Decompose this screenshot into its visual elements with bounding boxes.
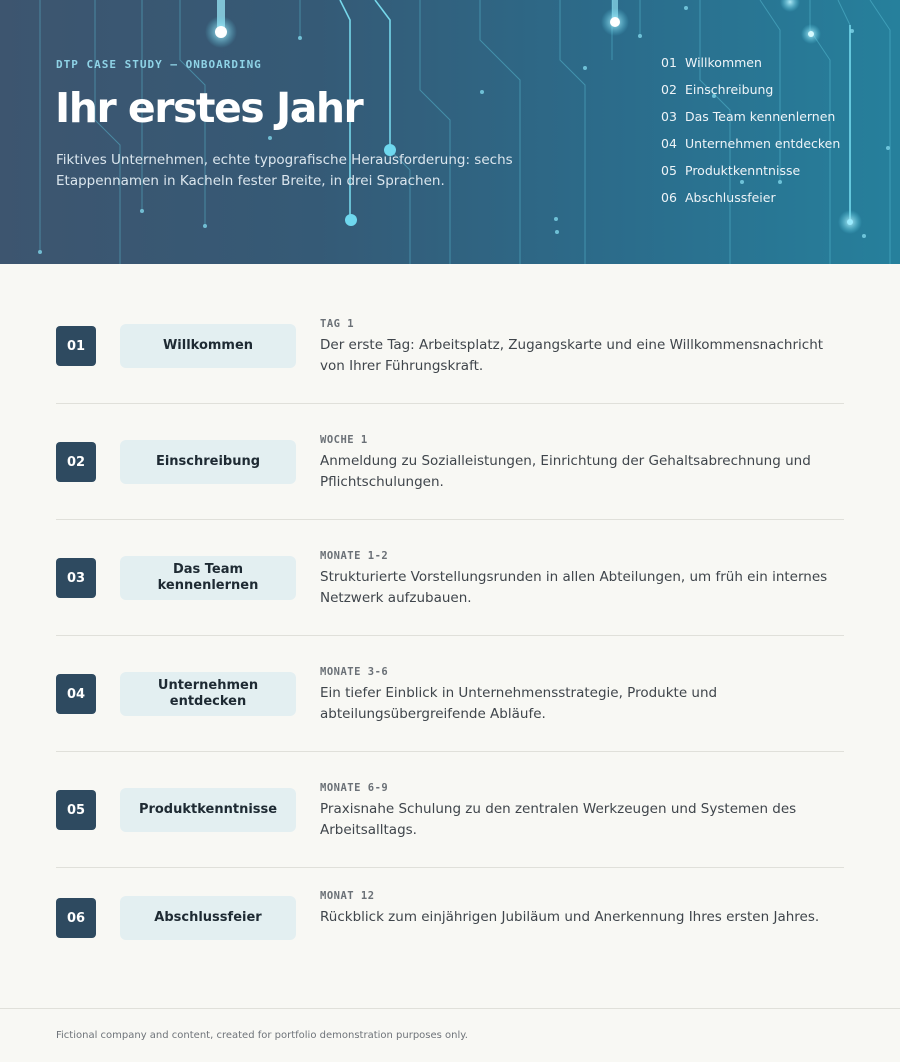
stage-description: Rückblick zum einjährigen Jubiläum und Anerkennung Ihres ersten Jahres. xyxy=(320,909,820,925)
stage-period: MONAT 12 xyxy=(320,890,375,902)
stage-name-tile: Produktkenntnisse xyxy=(120,788,296,832)
hero-banner xyxy=(0,0,900,264)
stage-name-tile: Das Team kennenlernen xyxy=(120,556,296,600)
stage-description: Strukturierte Vorstellungsrunden in allen Abteilungen, um früh ein internes Netzwerk aufzubauen. xyxy=(320,569,828,606)
stage-number-badge: 02 xyxy=(56,442,96,482)
stage-period: TAG 1 xyxy=(320,318,355,330)
toc-item[interactable] xyxy=(661,163,840,190)
stage-row xyxy=(56,868,844,984)
toc-item-number: 03 xyxy=(661,109,677,124)
stage-description: Der erste Tag: Arbeitsplatz, Zugangskarte und eine Willkommensnachricht von Ihrer Führungskraft. xyxy=(320,337,824,374)
footer-disclaimer: Fictional company and content, created for portfolio demonstration purposes only. xyxy=(56,1030,468,1041)
table-of-contents xyxy=(661,55,840,217)
stage-number-badge: 03 xyxy=(56,558,96,598)
stage-list xyxy=(56,288,844,984)
stage-name-tile: Abschlussfeier xyxy=(120,896,296,940)
toc-item-number: 04 xyxy=(661,136,677,151)
toc-item-number: 02 xyxy=(661,82,677,97)
hero-eyebrow: DTP CASE STUDY — ONBOARDING xyxy=(56,58,262,71)
stage-number-badge: 01 xyxy=(56,326,96,366)
page-title: Ihr erstes Jahr xyxy=(55,84,363,132)
hero-subtitle: Fiktives Unternehmen, echte typografische Herausforderung: sechs Etappennamen in Kacheln fester Breite, in drei Sprachen. xyxy=(56,152,513,189)
toc-item-label: Unternehmen entdecken xyxy=(685,136,841,151)
page-footer xyxy=(0,1008,900,1062)
stage-period: MONATE 6-9 xyxy=(320,782,389,794)
stage-row xyxy=(56,404,844,520)
stage-description: Praxisnahe Schulung zu den zentralen Werkzeugen und Systemen des Arbeitsalltags. xyxy=(320,801,797,838)
toc-item[interactable] xyxy=(661,82,840,109)
stage-name-tile: Einschreibung xyxy=(120,440,296,484)
stage-row xyxy=(56,520,844,636)
stage-period: WOCHE 1 xyxy=(320,434,368,446)
stage-name-tile: Unternehmen entdecken xyxy=(120,672,296,716)
toc-item[interactable] xyxy=(661,55,840,82)
stage-row xyxy=(56,636,844,752)
stage-number-badge: 05 xyxy=(56,790,96,830)
toc-item-label: Produktkenntnisse xyxy=(685,163,801,178)
stage-number-badge: 06 xyxy=(56,898,96,938)
toc-item[interactable] xyxy=(661,190,840,217)
toc-item-label: Willkommen xyxy=(685,55,762,70)
stage-row xyxy=(56,288,844,404)
toc-item-label: Einschreibung xyxy=(685,82,774,97)
toc-item-number: 06 xyxy=(661,190,677,205)
toc-item-label: Das Team kennenlernen xyxy=(685,109,836,124)
stage-description: Ein tiefer Einblick in Unternehmensstrategie, Produkte und abteilungsübergreifende Abläufe. xyxy=(320,685,718,722)
stage-description: Anmeldung zu Sozialleistungen, Einrichtung der Gehaltsabrechnung und Pflichtschulungen. xyxy=(320,453,811,490)
toc-item-number: 05 xyxy=(661,163,677,178)
stage-name-tile: Willkommen xyxy=(120,324,296,368)
stage-row xyxy=(56,752,844,868)
toc-item[interactable] xyxy=(661,109,840,136)
toc-item-label: Abschlussfeier xyxy=(685,190,776,205)
stage-number-badge: 04 xyxy=(56,674,96,714)
stage-period: MONATE 1-2 xyxy=(320,550,389,562)
stage-period: MONATE 3-6 xyxy=(320,666,389,678)
toc-item[interactable] xyxy=(661,136,840,163)
toc-item-number: 01 xyxy=(661,55,677,70)
